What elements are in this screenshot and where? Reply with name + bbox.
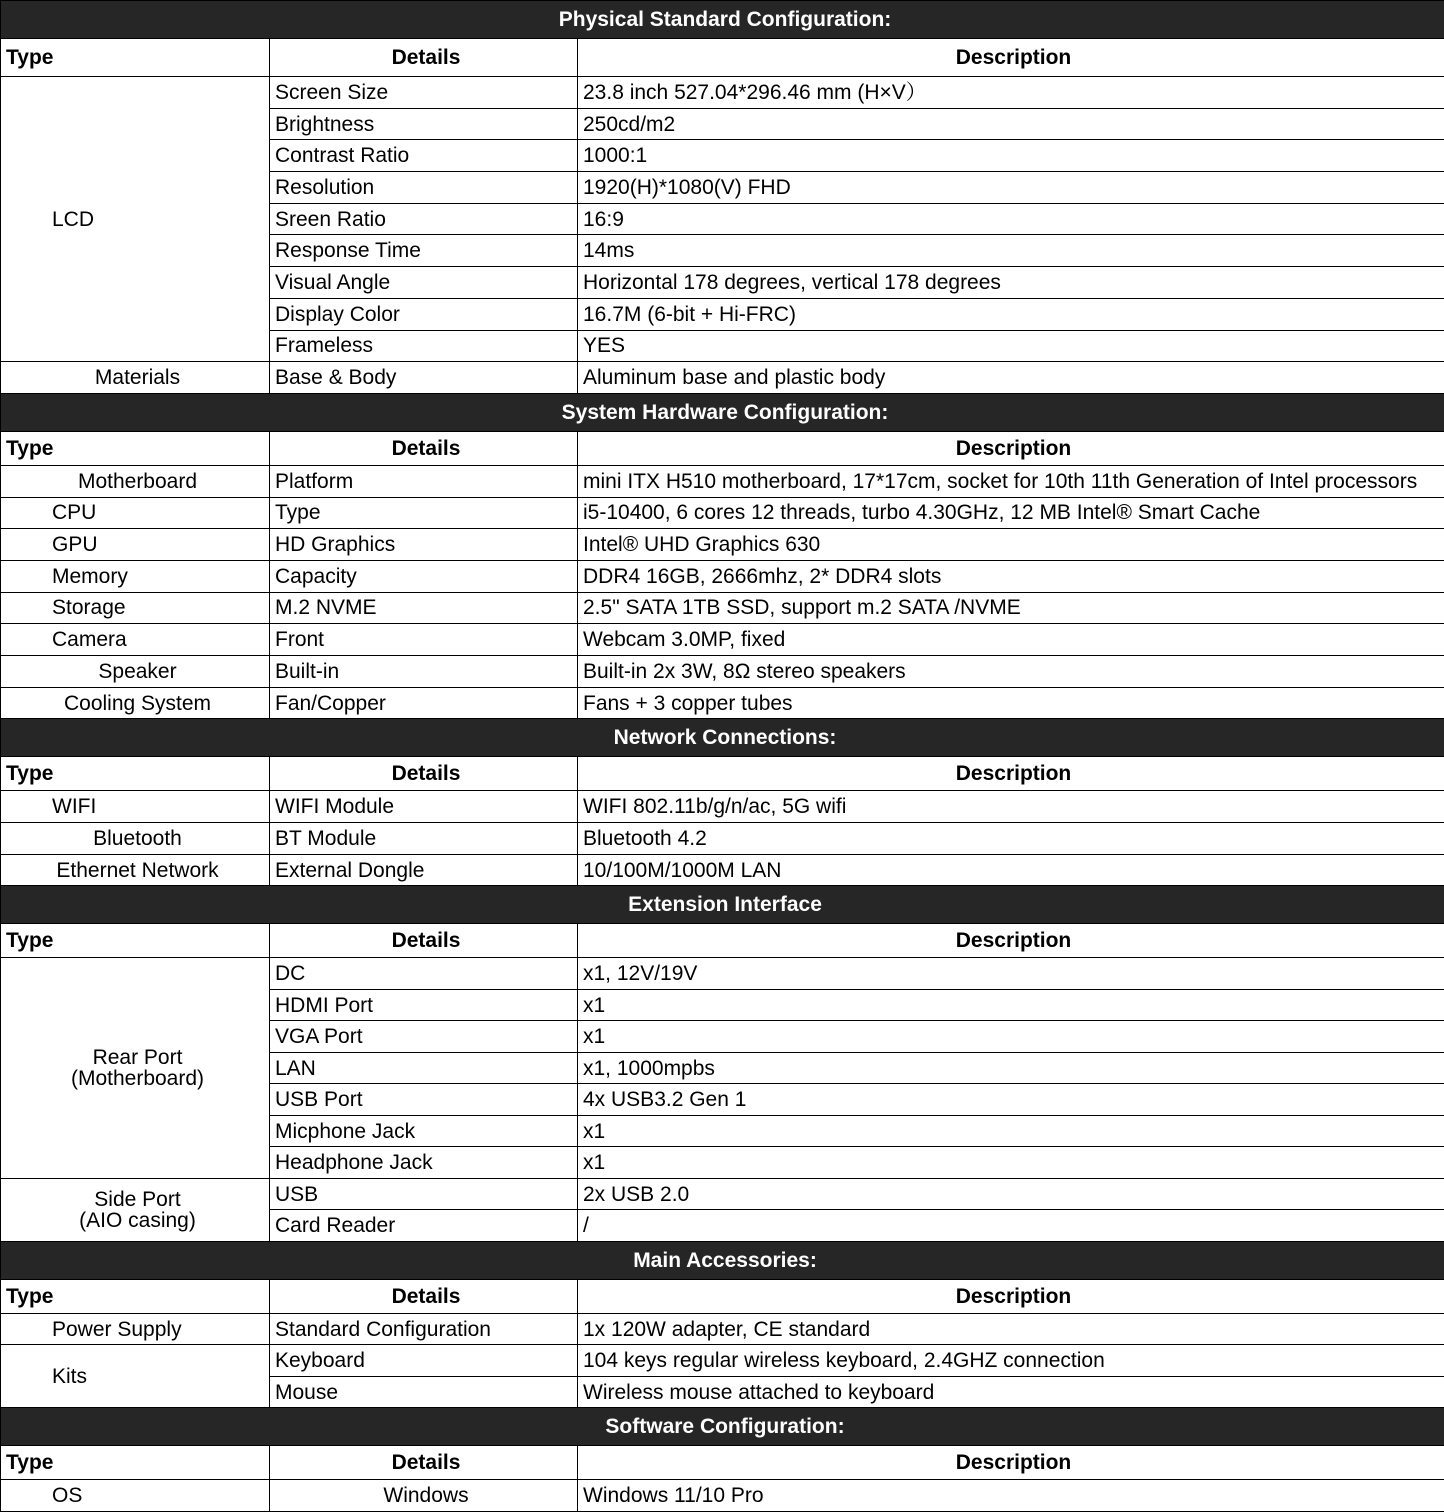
table-row	[1, 854, 1444, 886]
table-row	[1, 497, 1444, 529]
description-cell: Fans + 3 copper tubes	[578, 687, 1444, 719]
description-cell: i5-10400, 6 cores 12 threads, turbo 4.30GHz, 12 MB Intel® Smart Cache	[578, 497, 1444, 529]
section-title: Main Accessories:	[1, 1241, 1444, 1279]
detail-cell: VGA Port	[270, 1021, 578, 1053]
section-title-row	[1, 719, 1444, 757]
type-cell: OS	[1, 1480, 270, 1512]
detail-cell: Front	[270, 624, 578, 656]
column-header-details: Details	[270, 1446, 578, 1480]
type-cell: Materials	[1, 362, 270, 394]
table-row	[1, 656, 1444, 688]
description-cell: Horizontal 178 degrees, vertical 178 degrees	[578, 267, 1444, 299]
detail-cell: HD Graphics	[270, 529, 578, 561]
type-cell: Camera	[1, 624, 270, 656]
description-cell: Webcam 3.0MP, fixed	[578, 624, 1444, 656]
table-row	[1, 592, 1444, 624]
detail-cell: Windows	[270, 1480, 578, 1512]
description-cell: DDR4 16GB, 2666mhz, 2* DDR4 slots	[578, 560, 1444, 592]
table-row	[1, 624, 1444, 656]
table-row	[1, 958, 1444, 990]
section-title-row	[1, 1, 1444, 39]
description-cell: Wireless mouse attached to keyboard	[578, 1376, 1444, 1408]
description-cell: 1x 120W adapter, CE standard	[578, 1313, 1444, 1345]
type-cell: Memory	[1, 560, 270, 592]
detail-cell: Micphone Jack	[270, 1115, 578, 1147]
detail-cell: Platform	[270, 465, 578, 497]
section-title-row	[1, 1408, 1444, 1446]
detail-cell: HDMI Port	[270, 989, 578, 1021]
section-title: Physical Standard Configuration:	[1, 1, 1444, 39]
detail-cell: Keyboard	[270, 1345, 578, 1377]
column-header-description: Description	[578, 1279, 1444, 1313]
table-row	[1, 529, 1444, 561]
detail-cell: Type	[270, 497, 578, 529]
type-cell: Side Port (AIO casing)	[1, 1178, 270, 1241]
column-header-details: Details	[270, 757, 578, 791]
detail-cell: Headphone Jack	[270, 1147, 578, 1179]
detail-cell: M.2 NVME	[270, 592, 578, 624]
type-cell: GPU	[1, 529, 270, 561]
column-header-row	[1, 1279, 1444, 1313]
description-cell: WIFI 802.11b/g/n/ac, 5G wifi	[578, 791, 1444, 823]
detail-cell: LAN	[270, 1052, 578, 1084]
description-cell: x1, 1000mpbs	[578, 1052, 1444, 1084]
column-header-type: Type	[1, 757, 270, 791]
description-cell: 16:9	[578, 203, 1444, 235]
column-header-type: Type	[1, 1446, 270, 1480]
type-cell: WIFI	[1, 791, 270, 823]
detail-cell: Contrast Ratio	[270, 140, 578, 172]
table-row	[1, 791, 1444, 823]
table-row	[1, 823, 1444, 855]
detail-cell: Display Color	[270, 298, 578, 330]
description-cell: Bluetooth 4.2	[578, 823, 1444, 855]
description-cell: Aluminum base and plastic body	[578, 362, 1444, 394]
type-cell: CPU	[1, 497, 270, 529]
detail-cell: Visual Angle	[270, 267, 578, 299]
detail-cell: BT Module	[270, 823, 578, 855]
type-cell: Storage	[1, 592, 270, 624]
description-cell: x1	[578, 989, 1444, 1021]
detail-cell: Capacity	[270, 560, 578, 592]
column-header-description: Description	[578, 431, 1444, 465]
type-cell: Ethernet Network	[1, 854, 270, 886]
description-cell: x1	[578, 1147, 1444, 1179]
type-cell: Bluetooth	[1, 823, 270, 855]
description-cell: 104 keys regular wireless keyboard, 2.4GHZ connection	[578, 1345, 1444, 1377]
description-cell: 14ms	[578, 235, 1444, 267]
column-header-row	[1, 757, 1444, 791]
column-header-details: Details	[270, 39, 578, 77]
type-cell: Rear Port (Motherboard)	[1, 958, 270, 1179]
detail-cell: WIFI Module	[270, 791, 578, 823]
column-header-row	[1, 924, 1444, 958]
type-cell: Power Supply	[1, 1313, 270, 1345]
column-header-row	[1, 39, 1444, 77]
column-header-description: Description	[578, 924, 1444, 958]
detail-cell: Sreen Ratio	[270, 203, 578, 235]
type-cell: Motherboard	[1, 465, 270, 497]
description-cell: x1	[578, 1115, 1444, 1147]
detail-cell: Brightness	[270, 108, 578, 140]
description-cell: 1000:1	[578, 140, 1444, 172]
detail-cell: Built-in	[270, 656, 578, 688]
section-title: System Hardware Configuration:	[1, 393, 1444, 431]
table-row	[1, 560, 1444, 592]
table-row	[1, 362, 1444, 394]
detail-cell: Standard Configuration	[270, 1313, 578, 1345]
column-header-type: Type	[1, 39, 270, 77]
table-row	[1, 1178, 1444, 1210]
description-cell: Built-in 2x 3W, 8Ω stereo speakers	[578, 656, 1444, 688]
description-cell: /	[578, 1210, 1444, 1242]
detail-cell: Mouse	[270, 1376, 578, 1408]
description-cell: x1, 12V/19V	[578, 958, 1444, 990]
table-row	[1, 687, 1444, 719]
detail-cell: USB	[270, 1178, 578, 1210]
section-title-row	[1, 393, 1444, 431]
column-header-description: Description	[578, 1446, 1444, 1480]
description-cell: 10/100M/1000M LAN	[578, 854, 1444, 886]
description-cell: 2.5" SATA 1TB SSD, support m.2 SATA /NVME	[578, 592, 1444, 624]
section-title: Network Connections:	[1, 719, 1444, 757]
column-header-type: Type	[1, 924, 270, 958]
column-header-details: Details	[270, 431, 578, 465]
column-header-row	[1, 1446, 1444, 1480]
table-row	[1, 1313, 1444, 1345]
description-cell: 23.8 inch 527.04*296.46 mm (H×V）	[578, 77, 1444, 109]
detail-cell: Frameless	[270, 330, 578, 362]
description-cell: Intel® UHD Graphics 630	[578, 529, 1444, 561]
section-title-row	[1, 1241, 1444, 1279]
table-row	[1, 77, 1444, 109]
table-row	[1, 465, 1444, 497]
column-header-details: Details	[270, 1279, 578, 1313]
detail-cell: Resolution	[270, 172, 578, 204]
detail-cell: External Dongle	[270, 854, 578, 886]
description-cell: 1920(H)*1080(V) FHD	[578, 172, 1444, 204]
type-cell: Speaker	[1, 656, 270, 688]
description-cell: x1	[578, 1021, 1444, 1053]
column-header-type: Type	[1, 431, 270, 465]
column-header-type: Type	[1, 1279, 270, 1313]
column-header-description: Description	[578, 757, 1444, 791]
section-title-row	[1, 886, 1444, 924]
description-cell: 250cd/m2	[578, 108, 1444, 140]
description-cell: YES	[578, 330, 1444, 362]
description-cell: mini ITX H510 motherboard, 17*17cm, socket for 10th 11th Generation of Intel processors	[578, 465, 1444, 497]
column-header-row	[1, 431, 1444, 465]
detail-cell: Screen Size	[270, 77, 578, 109]
description-cell: Windows 11/10 Pro	[578, 1480, 1444, 1512]
type-cell: Cooling System	[1, 687, 270, 719]
detail-cell: Response Time	[270, 235, 578, 267]
detail-cell: Base & Body	[270, 362, 578, 394]
detail-cell: DC	[270, 958, 578, 990]
table-row	[1, 1480, 1444, 1512]
column-header-description: Description	[578, 39, 1444, 77]
description-cell: 4x USB3.2 Gen 1	[578, 1084, 1444, 1116]
section-title: Extension Interface	[1, 886, 1444, 924]
description-cell: 2x USB 2.0	[578, 1178, 1444, 1210]
column-header-details: Details	[270, 924, 578, 958]
detail-cell: USB Port	[270, 1084, 578, 1116]
detail-cell: Fan/Copper	[270, 687, 578, 719]
section-title: Software Configuration:	[1, 1408, 1444, 1446]
detail-cell: Card Reader	[270, 1210, 578, 1242]
type-cell: LCD	[1, 77, 270, 362]
type-cell: Kits	[1, 1345, 270, 1408]
table-row	[1, 1345, 1444, 1377]
description-cell: 16.7M (6-bit + Hi-FRC)	[578, 298, 1444, 330]
